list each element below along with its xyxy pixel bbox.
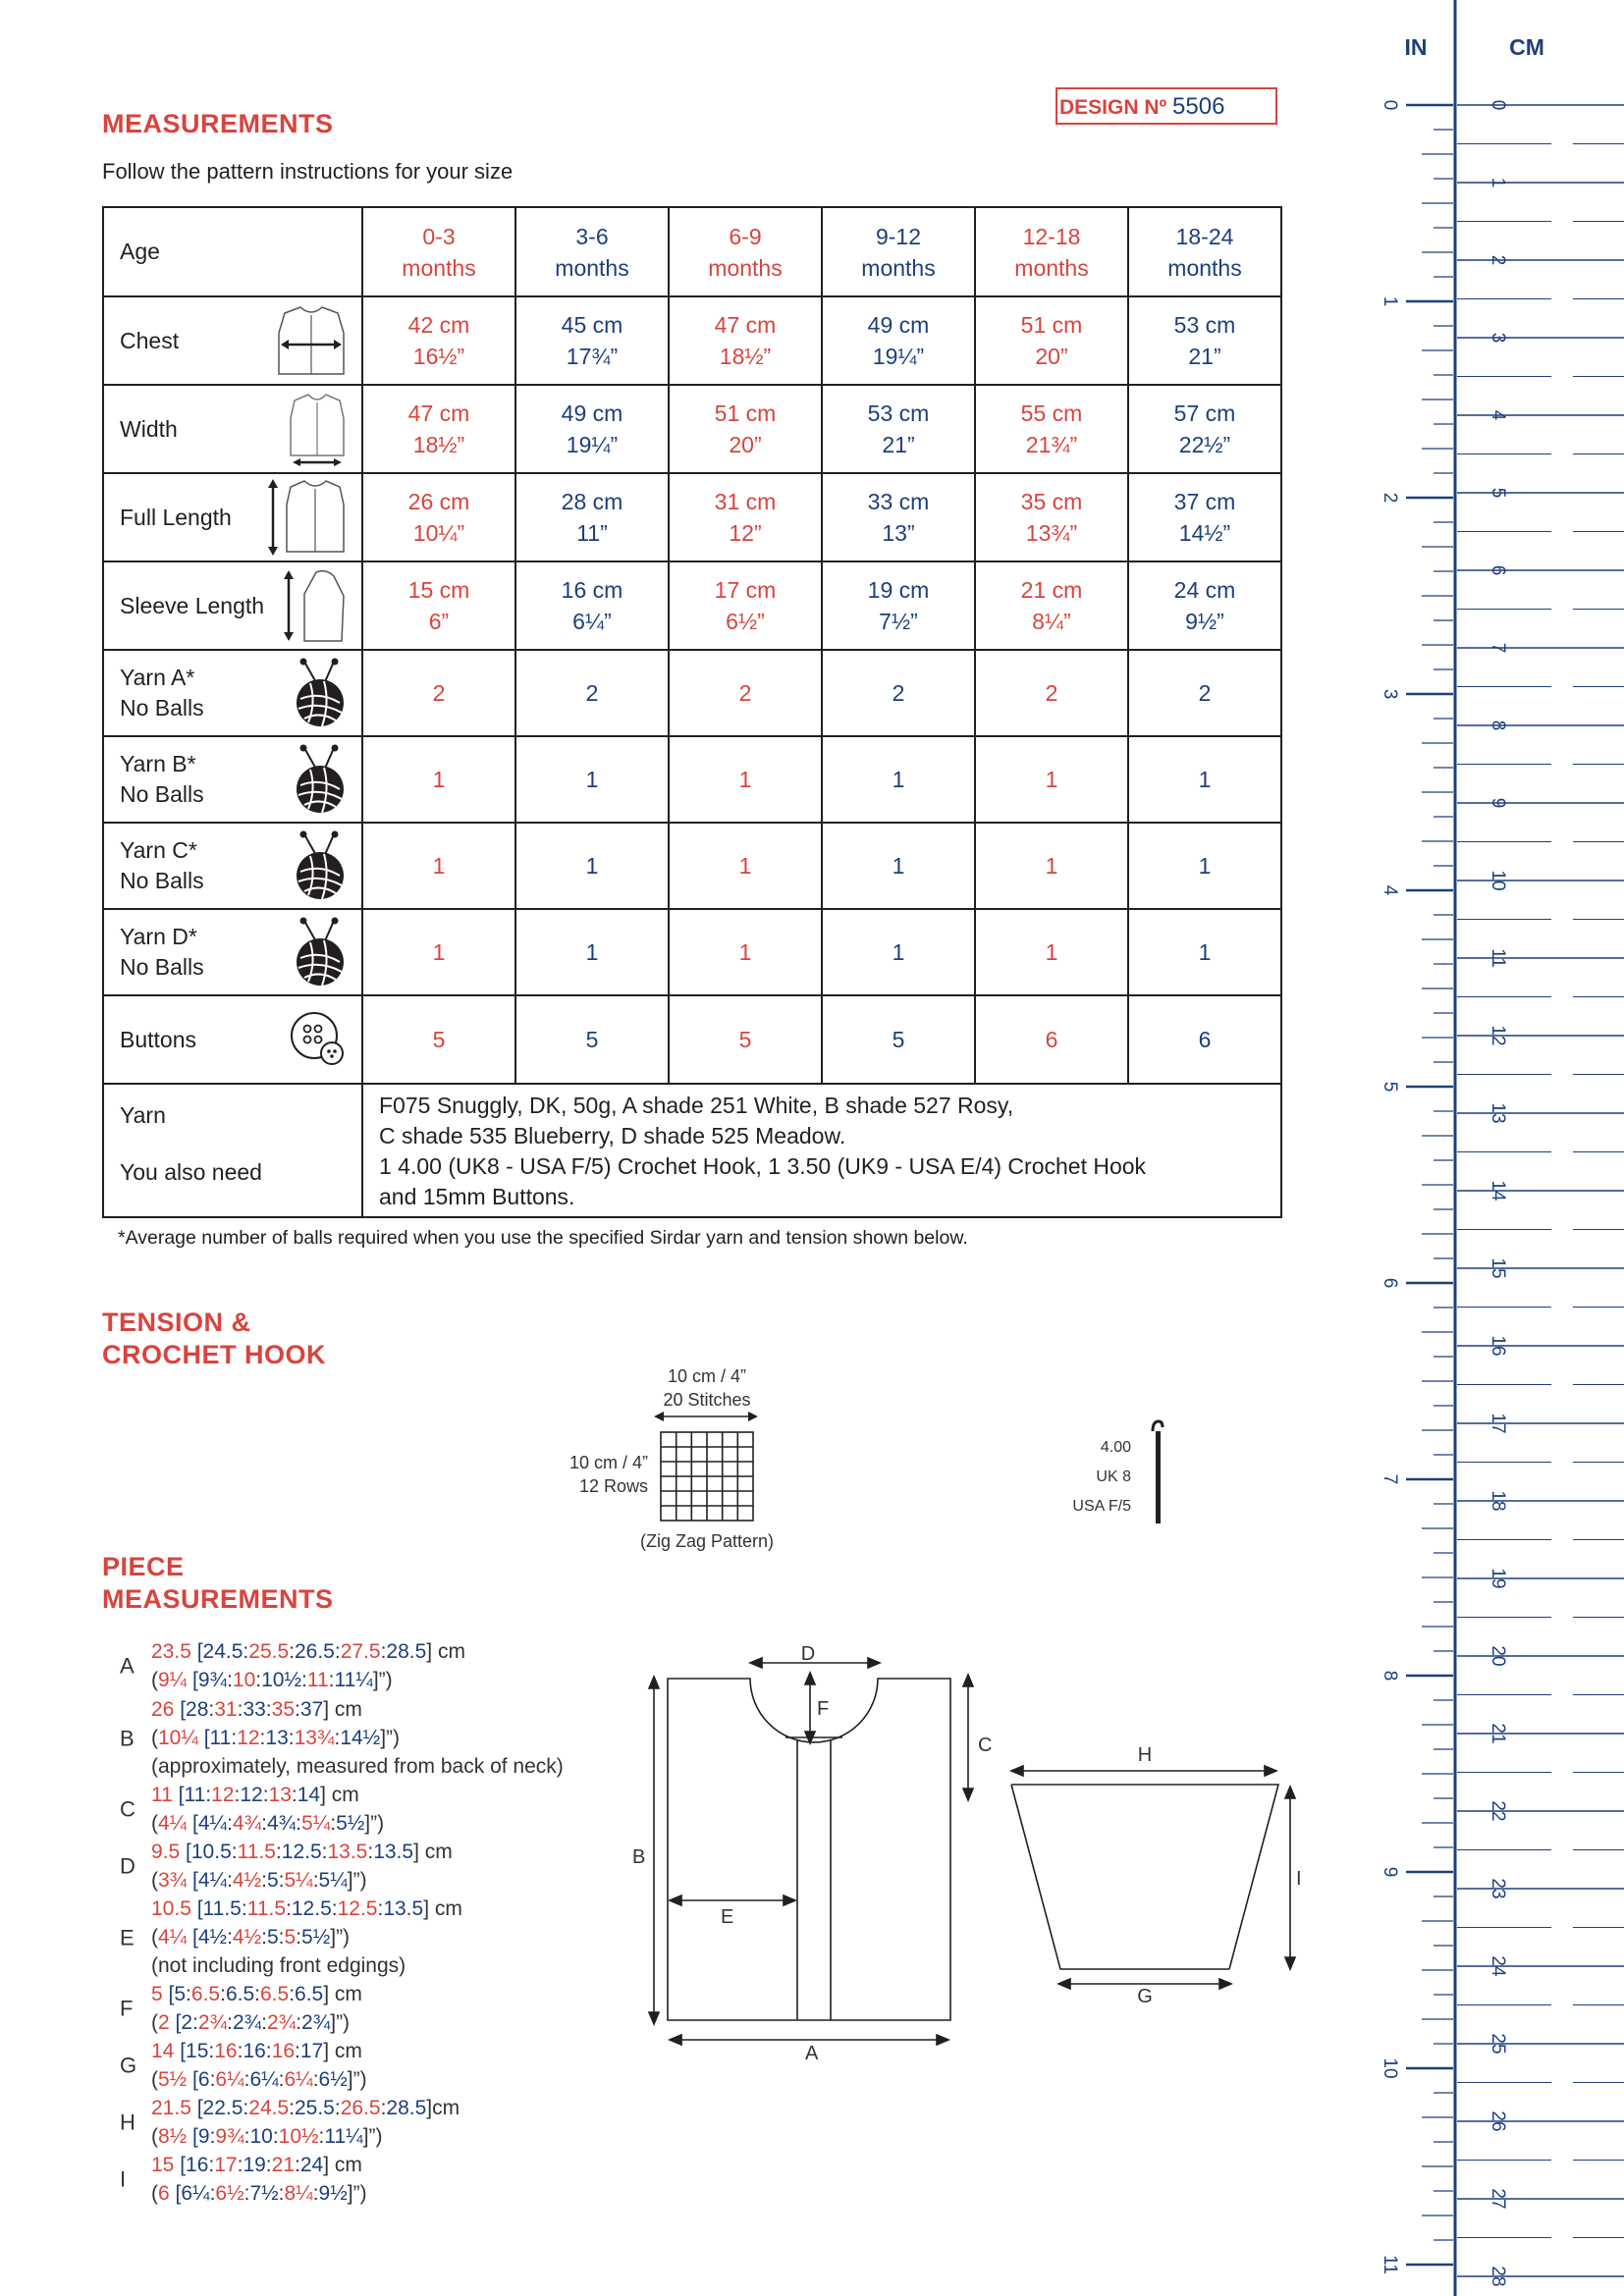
diagram-label-e: E: [721, 1906, 734, 1928]
buttons-icon: [289, 1010, 348, 1069]
age-header-cell: 18-24 months: [1128, 207, 1281, 296]
value-cell: 51 cm 20”: [669, 385, 822, 473]
age-header-cell: 12-18 months: [975, 207, 1128, 296]
value-cell: 21 cm 8¼”: [975, 561, 1128, 650]
tension-swatch-grid: [660, 1431, 754, 1522]
piece-item: [102, 1695, 564, 1781]
yarn-ball-icon: [291, 830, 348, 901]
ruler-cm-number: 4: [1488, 409, 1508, 421]
value-cell: 57 cm 22½”: [1128, 385, 1281, 473]
tension-width-arrow: [652, 1410, 760, 1423]
value-cell: 51 cm 20”: [975, 296, 1128, 385]
piece-line1: 14 [15:16:16:16:17] cm: [151, 2040, 362, 2062]
ruler-cm-number: 22: [1488, 1800, 1508, 1822]
value-cell: 1: [669, 823, 822, 909]
tension-heading: TENSION & CROCHET HOOK: [102, 1308, 326, 1369]
ruler-inch-number: 3: [1380, 688, 1400, 700]
piece-item: [102, 1781, 384, 1838]
measurements-intro: Follow the pattern instructions for your size: [102, 159, 514, 184]
value-cell: 1: [1128, 823, 1281, 909]
ruler-cm-number: 21: [1488, 1723, 1508, 1744]
piece-note: (approximately, measured from back of neck): [151, 1755, 564, 1778]
value-cell: 26 cm 10¼”: [362, 473, 515, 561]
value-cell: 2: [822, 650, 975, 736]
sleeve-length-measure-icon: [283, 566, 348, 645]
value-cell: 2: [975, 650, 1128, 736]
table-row-yarn-details: [103, 1084, 1281, 1217]
hook-usa: USA F/5: [1072, 1498, 1131, 1515]
ruler-inch-number: 4: [1380, 884, 1400, 896]
row-label-width: Width: [103, 385, 362, 473]
piece-measurements-heading: PIECE MEASUREMENTS: [102, 1552, 334, 1614]
age-header-cell: 6-9 months: [669, 207, 822, 296]
value-cell: 47 cm 18½”: [362, 385, 515, 473]
value-cell: 1: [669, 909, 822, 995]
ruler-inch-number: 2: [1380, 492, 1400, 504]
row-label-yarn-b: Yarn B* No Balls: [103, 736, 362, 823]
yarn-label: Yarn: [120, 1102, 166, 1128]
value-cell: 1: [975, 823, 1128, 909]
value-cell: 1: [822, 909, 975, 995]
age-header-cell: 0-3 months: [362, 207, 515, 296]
piece-item: [102, 1838, 453, 1895]
yarn-line-2: C shade 535 Blueberry, D shade 525 Meadow.: [379, 1123, 846, 1148]
value-cell: 53 cm 21”: [822, 385, 975, 473]
value-cell: 5: [362, 995, 515, 1084]
piece-line1: 11 [11:12:12:13:14] cm: [151, 1784, 359, 1806]
age-header-cell: 9-12 months: [822, 207, 975, 296]
ruler-cm-number: 9: [1488, 797, 1508, 809]
ruler-inch-number: 0: [1380, 99, 1400, 111]
row-label-buttons: Buttons: [103, 995, 362, 1084]
sleeve-piece-diagram: [1001, 1737, 1316, 1973]
diagram-label-c: C: [978, 1735, 993, 1756]
value-cell: 5: [515, 995, 669, 1084]
table-row-age: [103, 207, 1281, 296]
table-row-yarn-b: [103, 736, 1281, 823]
ruler-inch-number: 6: [1380, 1277, 1400, 1289]
piece-line2: (8½ [9:9¾:10:10½:11¼]”): [151, 2125, 383, 2148]
row-label-sleeve-length: Sleeve Length: [103, 561, 362, 650]
value-cell: 5: [822, 995, 975, 1084]
table-row-yarn-d: [103, 909, 1281, 995]
sleeve-cuff-dimension: [1056, 1969, 1233, 2002]
ruler-cm-number: 10: [1488, 870, 1508, 891]
tension-pattern-label: (Zig Zag Pattern): [639, 1531, 775, 1551]
ruler-cm-number: 26: [1488, 2110, 1508, 2132]
ruler-cm-number: 18: [1488, 1490, 1508, 1512]
piece-line2: (3¾ [4¼:4½:5:5¼:5¼]”): [151, 1869, 367, 1892]
ruler-cm-number: 3: [1488, 332, 1508, 344]
value-cell: 49 cm 19¼”: [515, 385, 669, 473]
value-cell: 1: [515, 909, 669, 995]
value-cell: 1: [515, 736, 669, 823]
diagram-label-d: D: [800, 1643, 816, 1665]
footnote: *Average number of balls required when you use the specified Sirdar yarn and tension shown below.: [118, 1227, 968, 1249]
row-label-yarn-a: Yarn A* No Balls: [103, 650, 362, 736]
value-cell: 6: [975, 995, 1128, 1084]
piece-letter: E: [120, 1925, 135, 1949]
table-row-chest: [103, 296, 1281, 385]
ruler-cm-number: 1: [1488, 177, 1508, 188]
value-cell: 1: [975, 909, 1128, 995]
measurements-table: [102, 206, 1282, 1218]
piece-item: [102, 2151, 367, 2208]
row-label-yarn-c: Yarn C* No Balls: [103, 823, 362, 909]
diagram-label-b: B: [632, 1846, 646, 1868]
diagram-label-i: I: [1296, 1868, 1302, 1890]
tension-width-label: 10 cm / 4” 20 Stitches: [663, 1366, 751, 1410]
yarn-labels-cell: [103, 1084, 362, 1217]
piece-letter: B: [120, 1726, 135, 1750]
piece-letter: G: [120, 2053, 137, 2078]
value-cell: 19 cm 7½”: [822, 561, 975, 650]
piece-line2: (4¼ [4½:4½:5:5:5½]”): [151, 1926, 351, 1949]
diagram-label-a: A: [805, 2043, 819, 2061]
ruler-cm-number: 17: [1488, 1413, 1508, 1434]
piece-letter: F: [120, 1996, 134, 2021]
ruler-inch-number: 9: [1380, 1866, 1400, 1878]
value-cell: 2: [1128, 650, 1281, 736]
value-cell: 1: [669, 736, 822, 823]
ruler-inch-number: 11: [1380, 2255, 1400, 2274]
design-number-box: [1056, 87, 1277, 125]
piece-letter: I: [120, 2166, 127, 2192]
row-label-yarn-d: Yarn D* No Balls: [103, 909, 362, 995]
ruler-in-label: IN: [1404, 34, 1428, 60]
body-piece-diagram: [628, 1639, 1001, 2061]
piece-line2: (10¼ [11:12:13:13¾:14½]”): [151, 1727, 401, 1749]
row-label-chest: Chest: [103, 296, 362, 385]
ruler-cm-number: 13: [1488, 1102, 1508, 1124]
ruler-cm-number: 14: [1488, 1180, 1508, 1201]
piece-line1: 21.5 [22.5:24.5:25.5:26.5:28.5]cm: [151, 2097, 460, 2119]
value-cell: 55 cm 21¾”: [975, 385, 1128, 473]
value-cell: 28 cm 11”: [515, 473, 669, 561]
value-cell: 1: [1128, 736, 1281, 823]
piece-line1: 10.5 [11.5:11.5:12.5:12.5:13.5] cm: [151, 1897, 462, 1920]
chest-measure-icon: [275, 303, 348, 378]
value-cell: 1: [1128, 909, 1281, 995]
full-length-measure-icon: [265, 477, 348, 558]
table-row-width: [103, 385, 1281, 473]
ruler-cm-number: 12: [1488, 1025, 1508, 1046]
need-line-1: 1 4.00 (UK8 - USA F/5) Crochet Hook, 1 3.50 (UK9 - USA E/4) Crochet Hook: [379, 1153, 1147, 1179]
value-cell: 1: [515, 823, 669, 909]
piece-line1: 5 [5:6.5:6.5:6.5:6.5] cm: [151, 1983, 362, 2005]
ruler-cm-number: 5: [1488, 487, 1508, 499]
piece-item: [102, 2094, 460, 2151]
yarn-ball-icon: [291, 917, 348, 988]
ruler-cm-number: 11: [1488, 948, 1508, 968]
piece-item: [102, 1980, 362, 2037]
value-cell: 37 cm 14½”: [1128, 473, 1281, 561]
diagram-label-g: G: [1137, 1986, 1153, 2002]
piece-line1: 15 [16:17:19:21:24] cm: [151, 2154, 362, 2176]
hook-uk: UK 8: [1096, 1468, 1131, 1485]
table-row-full-length: [103, 473, 1281, 561]
ruler-cm-label: CM: [1509, 34, 1544, 60]
value-cell: 15 cm 6”: [362, 561, 515, 650]
ruler-cm-number: 0: [1488, 99, 1508, 111]
row-label-age: Age: [103, 207, 362, 296]
piece-line1: 26 [28:31:33:35:37] cm: [151, 1698, 362, 1721]
hook-size-labels: [1041, 1433, 1131, 1522]
value-cell: 1: [362, 823, 515, 909]
ruler-inch-number: 5: [1380, 1081, 1400, 1093]
width-measure-icon: [287, 391, 348, 467]
value-cell: 1: [362, 736, 515, 823]
value-cell: 2: [362, 650, 515, 736]
value-cell: 17 cm 6½”: [669, 561, 822, 650]
piece-letter: C: [120, 1796, 135, 1822]
piece-line2: (9¼ [9¾:10:10½:11:11¼]”): [151, 1669, 393, 1691]
piece-line1: 23.5 [24.5:25.5:26.5:27.5:28.5] cm: [151, 1640, 465, 1663]
piece-note: (not including front edgings): [151, 1954, 406, 1977]
piece-line1: 9.5 [10.5:11.5:12.5:13.5:13.5] cm: [151, 1841, 453, 1863]
tension-height-label: 10 cm / 4” 12 Rows: [568, 1453, 648, 1496]
ruler-inch-number: 10: [1380, 2057, 1400, 2079]
value-cell: 1: [362, 909, 515, 995]
piece-letter: H: [120, 2109, 135, 2135]
value-cell: 49 cm 19¼”: [822, 296, 975, 385]
value-cell: 45 cm 17¾”: [515, 296, 669, 385]
diagram-label-h: H: [1137, 1744, 1153, 1766]
piece-line2: (6 [6¼:6½:7½:8¼:9½]”): [151, 2182, 367, 2205]
also-need-label: You also need: [120, 1159, 262, 1185]
diagram-label-f: F: [817, 1698, 830, 1720]
ruler-cm-number: 7: [1488, 642, 1508, 654]
ruler-cm-number: 16: [1488, 1335, 1508, 1357]
design-number: 5506: [1172, 93, 1225, 120]
row-label-full-length: Full Length: [103, 473, 362, 561]
printed-ruler: [1355, 0, 1624, 2296]
value-cell: 47 cm 18½”: [669, 296, 822, 385]
measurements-heading: MEASUREMENTS: [102, 109, 334, 138]
value-cell: 2: [515, 650, 669, 736]
piece-item: [102, 2037, 367, 2094]
table-row-yarn-c: [103, 823, 1281, 909]
ruler-cm-number: 20: [1488, 1645, 1508, 1667]
piece-line2: (2 [2:2¾:2¾:2¾:2¾]”): [151, 2011, 351, 2034]
yarn-line-1: F075 Snuggly, DK, 50g, A shade 251 White, B shade 527 Rosy,: [379, 1093, 1014, 1118]
value-cell: 1: [822, 736, 975, 823]
ruler-cm-number: 23: [1488, 1878, 1508, 1899]
piece-line2: (5½ [6:6¼:6¼:6¼:6½]”): [151, 2068, 367, 2091]
yarn-ball-icon: [291, 658, 348, 728]
yarn-details-cell: [362, 1084, 1281, 1217]
value-cell: 31 cm 12”: [669, 473, 822, 561]
hook-size: 4.00: [1100, 1439, 1131, 1456]
piece-letter: A: [120, 1653, 135, 1679]
value-cell: 5: [669, 995, 822, 1084]
ruler-inch-number: 7: [1380, 1473, 1400, 1485]
ruler-cm-number: 2: [1488, 254, 1508, 266]
value-cell: 24 cm 9½”: [1128, 561, 1281, 650]
ruler-cm-number: 27: [1488, 2188, 1508, 2210]
value-cell: 2: [669, 650, 822, 736]
ruler-cm-number: 24: [1488, 1955, 1508, 1977]
ruler-cm-number: 8: [1488, 720, 1508, 731]
age-header-cell: 3-6 months: [515, 207, 669, 296]
piece-item: [102, 1895, 462, 1980]
ruler-cm-number: 15: [1488, 1257, 1508, 1279]
value-cell: 33 cm 13”: [822, 473, 975, 561]
piece-line2: (4¼ [4¼:4¾:4¾:5¼:5½]”): [151, 1812, 385, 1835]
piece-item: [102, 1637, 465, 1694]
ruler-cm-number: 28: [1488, 2266, 1508, 2287]
value-cell: 53 cm 21”: [1128, 296, 1281, 385]
table-row-yarn-a: [103, 650, 1281, 736]
yarn-ball-icon: [291, 744, 348, 815]
need-line-2: and 15mm Buttons.: [379, 1184, 575, 1209]
ruler-inch-number: 8: [1380, 1670, 1400, 1682]
crochet-hook-icon: [1147, 1419, 1166, 1525]
value-cell: 42 cm 16½”: [362, 296, 515, 385]
piece-letter: D: [120, 1853, 135, 1879]
ruler-inch-number: 1: [1380, 295, 1400, 307]
ruler-cm-number: 25: [1488, 2033, 1508, 2055]
table-row-sleeve-length: [103, 561, 1281, 650]
ruler-cm-number: 6: [1488, 564, 1508, 576]
value-cell: 1: [822, 823, 975, 909]
value-cell: 35 cm 13¾”: [975, 473, 1128, 561]
value-cell: 16 cm 6¼”: [515, 561, 669, 650]
ruler-cm-number: 19: [1488, 1568, 1508, 1589]
design-label: DESIGN Nº: [1059, 96, 1167, 119]
value-cell: 1: [975, 736, 1128, 823]
table-row-buttons: [103, 995, 1281, 1084]
value-cell: 6: [1128, 995, 1281, 1084]
